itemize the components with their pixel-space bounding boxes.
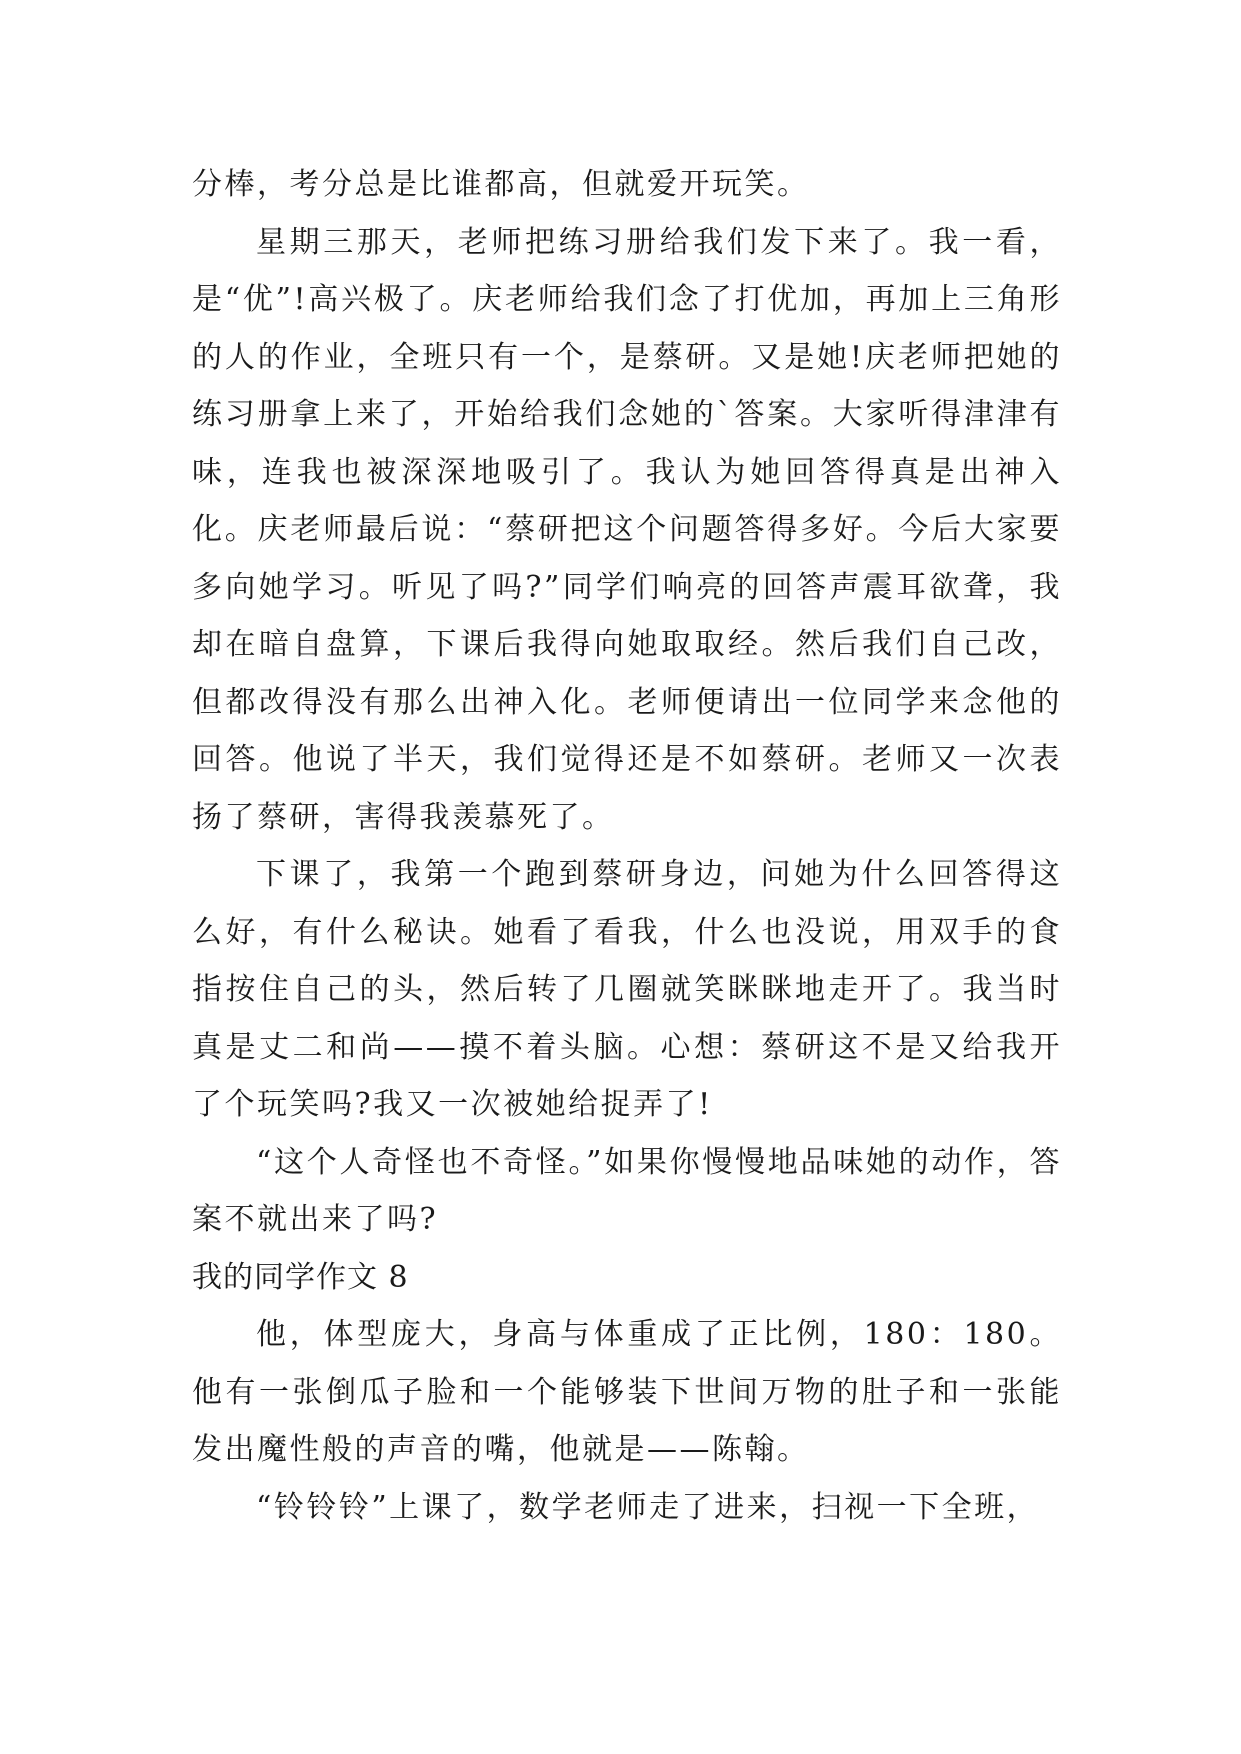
paragraph: “这个人奇怪也不奇怪。”如果你慢慢地品味她的动作，答案不就出来了吗? — [192, 1144, 1062, 1237]
paragraph: 分棒，考分总是比谁都高，但就爱开玩笑。 — [192, 167, 810, 202]
paragraph: 下课了，我第一个跑到蔡研身边，问她为什么回答得这么好，有什么秘诀。她看了看我，什么也没说，用双手的食指按住自己的头，然后转了几圈就笑眯眯地走开了。我当时真是丈二和尚——摸不着头脑。心想：蔡研这不是又给我开了个玩笑吗?我又一次被她给捉弄了! — [192, 857, 1062, 1122]
section-heading: 我的同学作文 8 — [192, 1259, 409, 1295]
paragraph: “铃铃铃”上课了，数学老师走了进来，扫视一下全班， — [256, 1489, 1040, 1525]
document-body — [192, 156, 1062, 1536]
paragraph: 他，体型庞大，身高与体重成了正比例，180：180。他有一张倒瓜子脸和一个能够装下世间万物的肚子和一张能发出魔性般的声音的嘴，他就是——陈翰。 — [192, 1317, 1062, 1467]
paragraph: 星期三那天，老师把练习册给我们发下来了。我一看，是“优”!高兴极了。庆老师给我们念了打优加，再加上三角形的人的作业，全班只有一个，是蔡研。又是她!庆老师把她的练习册拿上来了，开始给我们念她的`答案。大家听得津津有味，连我也被深深地吸引了。我认为她回答得真是出神入化。庆老师最后说：“蔡研把这个问题答得多好。今后大家要多向她学习。听见了吗?”同学们响亮的回答声震耳欲聋，我却在暗自盘算，下课后我得向她取取经。然后我们自己改，但都改得没有那么出神入化。老师便请出一位同学来念他的回答。他说了半天，我们觉得还是不如蔡研。老师又一次表扬了蔡研，害得我羡慕死了。 — [192, 224, 1062, 835]
